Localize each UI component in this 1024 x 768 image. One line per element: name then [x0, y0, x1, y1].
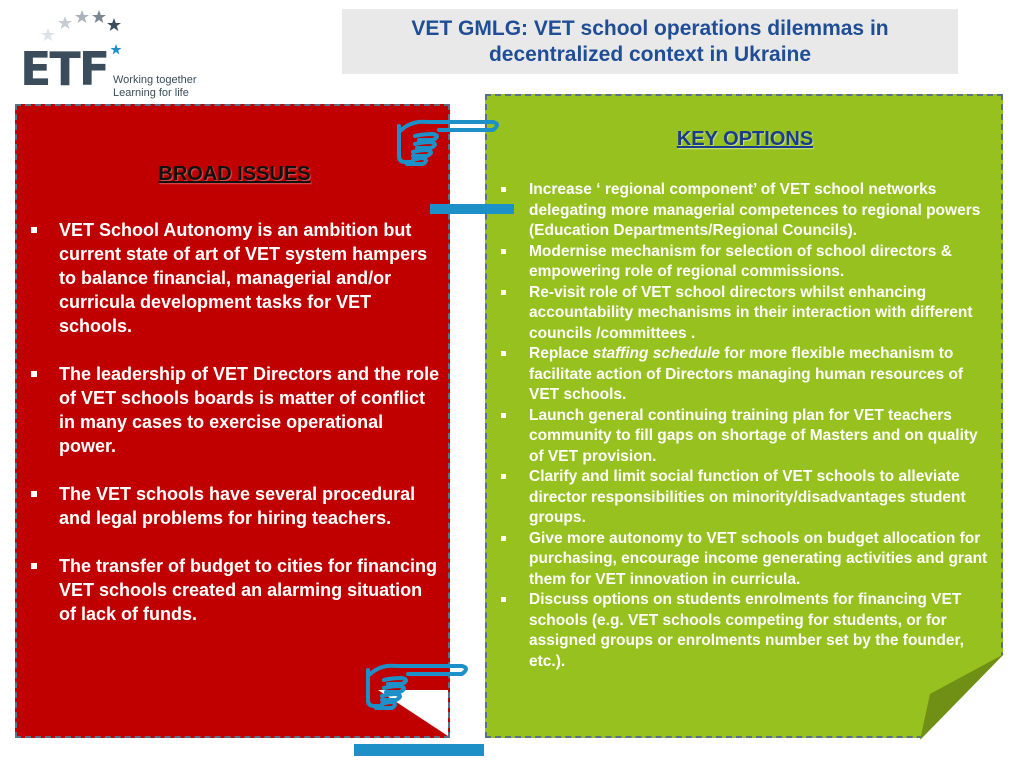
issue-text: The transfer of budget to cities for financing VET schools created an alarming situation of lack of funds.	[59, 556, 438, 624]
broad-issues-list	[27, 218, 442, 650]
bullet-icon	[31, 563, 37, 569]
bullet-icon	[501, 536, 506, 541]
list-item	[27, 554, 442, 626]
pointing-hand-icon	[362, 656, 474, 714]
issue-text: The leadership of VET Directors and the role of VET schools boards is matter of conflict in many cases to exercise operational power.	[59, 364, 440, 456]
issue-text: The VET schools have several procedural and legal problems for hiring teachers.	[59, 484, 416, 528]
key-options-panel	[485, 94, 1003, 738]
list-item	[497, 344, 993, 406]
list-item	[27, 482, 442, 530]
list-item	[497, 242, 993, 283]
list-item	[497, 180, 993, 242]
option-text: Re-visit role of VET school directors whilst enhancing accountability mechanisms in their interaction with different councils /committees .	[529, 283, 973, 342]
slide-title-line1: VET GMLG: VET school operations dilemmas in	[411, 16, 889, 40]
list-item	[497, 406, 993, 468]
bullet-icon	[501, 413, 506, 418]
pointing-hand-icon	[393, 112, 505, 170]
bullet-icon	[31, 227, 37, 233]
slide-title-line2: decentralized context in Ukraine	[488, 42, 812, 66]
option-text: Launch general continuing training plan for VET teachers community to fill gaps on shortage of Masters and on quality of VET provision.	[529, 406, 978, 465]
option-text-emphasis: staffing schedule	[592, 345, 720, 362]
connector-bar	[354, 744, 484, 756]
etf-logo	[18, 8, 208, 98]
broad-issues-panel	[15, 104, 450, 738]
list-item	[497, 529, 993, 591]
list-item	[497, 590, 993, 672]
slide-title-box	[342, 9, 958, 74]
logo-tagline-line1: Working together	[113, 74, 197, 86]
bullet-icon	[501, 474, 506, 479]
page-curl-corner	[920, 654, 1004, 740]
bullet-icon	[501, 290, 506, 295]
list-item	[497, 467, 993, 529]
logo-tagline	[113, 74, 213, 100]
list-item	[497, 283, 993, 345]
list-item	[27, 362, 442, 458]
list-item	[27, 218, 442, 338]
bullet-icon	[501, 249, 506, 254]
logo-wordmark: ETF	[20, 42, 109, 96]
option-text-pre: Replace	[529, 345, 593, 362]
key-options-heading: KEY OPTIONS	[676, 128, 814, 150]
logo-tagline-line2: Learning for life	[113, 87, 189, 99]
bullet-icon	[501, 597, 506, 602]
option-text: Give more autonomy to VET schools on budget allocation for purchasing, encourage income generating activities and grant them for VET innovation in curricula.	[529, 529, 988, 588]
key-options-list	[497, 180, 993, 672]
bullet-icon	[31, 371, 37, 377]
bullet-icon	[501, 351, 506, 356]
option-text: Increase ‘ regional component’ of VET school networks delegating more managerial competences to regional powers (Education Departments/Regional Councils).	[529, 181, 981, 239]
connector-bar	[430, 204, 514, 214]
option-text: Modernise mechanism for selection of school directors & empowering role of regional commissions.	[529, 242, 952, 280]
option-text: Discuss options on students enrolments for financing VET schools (e.g. VET schools competing for students, or for assigned groups or enrolments number set by the founder, etc.).	[529, 591, 964, 670]
option-text-post: for more flexible mechanism to facilitate action of Directors managing human resources of VET schools.	[529, 345, 964, 403]
issue-text: VET School Autonomy is an ambition but current state of art of VET system hampers to balance financial, managerial and/or curricula development tasks for VET schools.	[59, 220, 428, 336]
bullet-icon	[31, 491, 37, 497]
broad-issues-heading: BROAD ISSUES	[158, 163, 311, 185]
option-text: Clarify and limit social function of VET schools to alleviate director responsibilities on minority/disadvantages student groups.	[529, 468, 966, 526]
slide-title	[411, 16, 888, 68]
bullet-icon	[501, 187, 506, 192]
